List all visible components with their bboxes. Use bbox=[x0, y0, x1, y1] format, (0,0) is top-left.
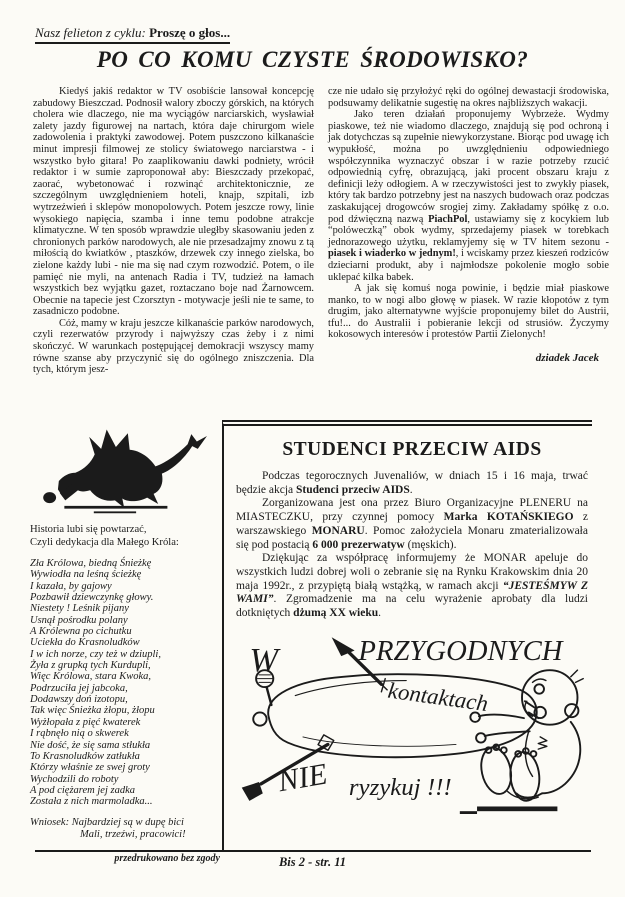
poem-caption-line: Historia lubi się powtarzać, bbox=[30, 524, 147, 535]
cartoon-word-przygodnych: PRZYGODNYCH bbox=[358, 635, 563, 667]
aids-paragraph: Zorganizowana jest ona przez Biuro Organizacyjne PLENERU na MIASTECZKU, przy czynnej pomocy Marka KOTAŃSKIEGO z warszawskiego MONARU. Pomoc założyciela Monaru zmaterializowała się pod postacią 6 000 prezerwatyw (męskich). bbox=[236, 497, 588, 551]
poem-caption-line: Czyli dedykacja dla Małego Króla: bbox=[30, 537, 179, 548]
poem-moral bbox=[30, 817, 222, 842]
poem-footnote: przedrukowano bez zgody bbox=[114, 852, 220, 864]
footer-rule bbox=[35, 850, 591, 852]
kicker bbox=[35, 25, 230, 44]
article-paragraph: cze nie udało się przyłożyć ręki do ogólnej dewastacji środowiska, podsuwamy delikatnie sugestię na okres najbliższych wakacji. bbox=[328, 86, 609, 109]
poem-moral-line: Wniosek: Najbardziej są w dupę bici bbox=[30, 816, 184, 828]
article-paragraph: A jak się komuś noga powinie, i będzie miał piaskowe manko, to w nogi albo głowę w piasek. W razie kłopotów z tym drugim, jako alternatywne wyjście proponujemy bilet do Austrii, tfu!... do Australii i pobieranie lekcji od strusiów. Życzymy kokosowych interesów i protestów Partii Zielonych! bbox=[328, 283, 609, 341]
kicker-series-label: Nasz felieton z cyklu: bbox=[35, 25, 146, 40]
poem-moral-line: Mali, trzeźwi, pracowici! bbox=[80, 829, 186, 841]
poem-caption bbox=[30, 523, 222, 549]
dragon-illustration bbox=[32, 424, 220, 516]
article-headline: PO CO KOMU CZYSTE ŚRODOWISKO? bbox=[96, 47, 529, 72]
article-column-left bbox=[33, 86, 314, 376]
aids-title: STUDENCI PRZECIW AIDS bbox=[282, 439, 542, 460]
condom-cartoon-illustration bbox=[236, 626, 588, 814]
article-column-right bbox=[328, 86, 609, 376]
article-paragraph: Kiedyś jakiś redaktor w TV osobiście lansował koncepcję zabudowy Bieszczad. Podnosił walory zboczy górskich, na których cholera wie dlaczego, nie ma wyciągów narciarskich, wysławiał zalety jazdy figurowej na nartach, która daje chirurgom wiele zadowolenia i praktyki zawodowej. Potem puszczono kilkanaście minut impresji filmowej ze stolicy światowego narciarstwa - i wszystko było gitara! Po zaaplikowaniu dawki podniety, wrócił redaktor i w sumie zaproponował aby: Bieszczady przekopać, zaorać, wybetonować i rozwinąć architektonicznie, ze szczególnym uwzględnieniem hoteli, knajp, szpitali, izb wytrzeźwień i sklepów monopolowych. Potem jeszcze rowy, linie wysokiego napięcia, szamba i inne temu podobne atrakcje klimatyczne. W ten sposób wprawdzie uległby skasowaniu jeden z chronionych parków narodowych, ale nie przesadzajmy znowu z tą miłością do kwiatków , ptaszków, drzewek czy innego zielska, bo zielone każdy lubi - nie ma się nad czym rozwodzić. Potem, o ile pamięć nie myli, na antenach Radia i TV, tudzież na łamach wszystkich bez wyjątku gazet, roztaczano boje nad Żarnowcem. Obecnie na tapecie jest Czorsztyn - motywacje jeśli nie te same, to zasadniczo podobne. bbox=[33, 86, 314, 318]
kicker-series-title: Proszę o głos... bbox=[149, 25, 231, 40]
article-body bbox=[33, 86, 609, 376]
aids-paragraph: Podczas tegorocznych Juvenaliów, w dniach 15 i 16 maja, trwać będzie akcja Studenci przeciw AIDS. bbox=[236, 470, 588, 496]
article-paragraph: Jako teren działań proponujemy Wybrzeże. Wydmy piaskowe, też nie wiadomo dlaczego, znajdują się pod ochroną i jak dotychczas są zupełnie niewykorzystane. Biorąc pod uwagę ich wypukłość, można po uwzględnieniu odpowiedniego współczynnika wyznaczyć obszar i w razie potrzeby rzucić odpowiednią cyfrę, obrazującą, jaki procent obszaru kraju z definicji leży odłogiem. A w rzeczywistości jest to zwykły piasek, który tak bardzo potrzebny jest na naszych budowach oraz podczas zaskakującej drogowców srogiej zimy. Zakładamy spółkę z o.o. pod dźwięczną nazwą PiachPol, ustawiamy się z kocykiem lub “polóweczką” obok wydmy, sprzedajemy piasek w torebkach jednorazowego użytku, reklamyjemy się w TV hitem sezonu - piasek i wiaderko w jednym!, i wciskamy przez kieszeń rodziców dzieciarni produkt, aby i najmłodsze pokolenie mogło sobie uklepać kilka babek. bbox=[328, 109, 609, 283]
poem-section bbox=[30, 424, 222, 864]
article-signature: dziadek Jacek bbox=[535, 352, 599, 365]
cartoon-word-kontaktach: kontaktach bbox=[386, 677, 490, 716]
article-paragraph: Cóż, mamy w kraju jeszcze kilkanaście parków narodowych, czyli rezerwatów przyrody i najwyższy czas żeby i z nimi skończyć. W warunkach postępującej demokracji wszyscy mamy równe szanse aby przyczynić się do ogólnego zniszczenia. Dla tych, którym jesz- bbox=[33, 317, 314, 376]
cartoon-word-nie: NIE bbox=[275, 756, 330, 799]
cartoon-word-w: W bbox=[249, 642, 279, 679]
page-number: Bis 2 - str. 11 bbox=[278, 855, 347, 869]
aids-section bbox=[222, 420, 592, 850]
aids-paragraph: Dziękując za współpracę informujemy że MONAR apeluje do wszystkich ludzi dobrej woli o zebranie się na Rynku Krakowskim dnia 20 maja 1992r., z przypiętą białą wstążką, w ramach akcji “JESTEŚMYW Z WAMI”. Zgromadzenie ma na celu wyrażenie aprobaty dla ludzi dotkniętych dżumą XX wieku. bbox=[236, 552, 589, 620]
cartoon-word-ryzykuj: ryzykuj !!! bbox=[348, 774, 452, 801]
poem-text: Zła Królowa, biedną Śnieżkę Wywiodła na leśną ścieżkę I kazała, by gajowy Pozbawił dziewczynkę głowy. Niestety ! Leśnik pijany Usnął pośrodku polany A Królewna po cichutku Uciekła do Krasnoludków I w ich norze, czy też w dziupli, Żyła z grupką tych Kurdupli, Więc Królowa, stara Kwoka, Podrzuciła jej jabcoka, Dodawszy doń izotopu, Tak więc Śnieżka żłopu, żłopu Wyżłopała z pięć kwaterek I rąbnęło nią o skwerek Nie dość, że się sama stłukła To Krasnoludków zatłukła Którzy właśnie ze swej groty Wychodzili do roboty A pod ciężarem jej zadka Została z nich marmoladka... bbox=[30, 558, 161, 808]
